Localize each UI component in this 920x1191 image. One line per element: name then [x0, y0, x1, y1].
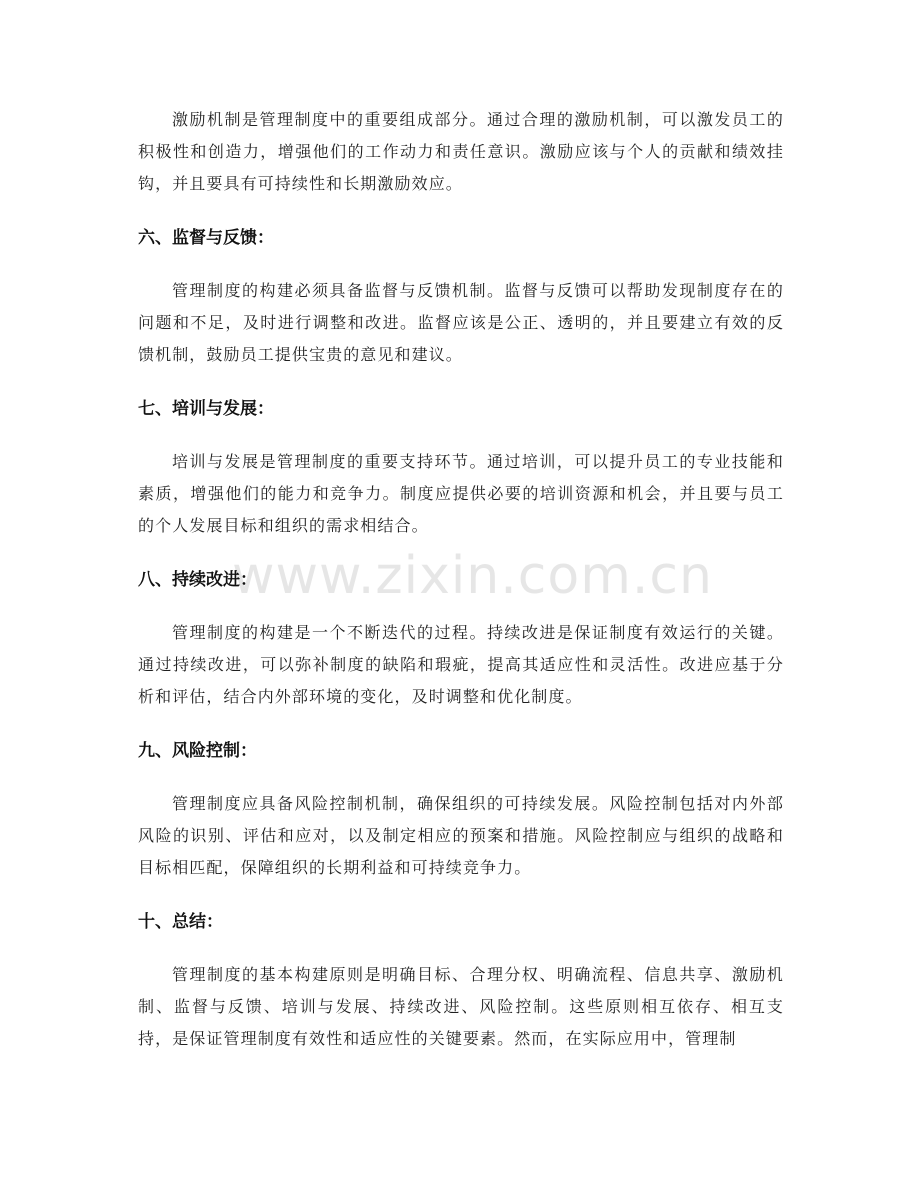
section-body-summary: 管理制度的基本构建原则是明确目标、合理分权、明确流程、信息共享、激励机制、监督与反馈、培训与发展、持续改进、风险控制。这些原则相互依存、相互支持，是保证管理制度有效性和适应性的关键要素。然而，在实际应用中，管理制: [138, 965, 784, 1048]
intro-paragraph: 激励机制是管理制度中的重要组成部分。通过合理的激励机制，可以激发员工的积极性和创造力，增强他们的工作动力和责任意识。激励应该与个人的贡献和绩效挂钩，并且要具有可持续性和长期激励效应。: [138, 110, 784, 193]
section-body-improvement: 管理制度的构建是一个不断迭代的过程。持续改进是保证制度有效运行的关键。通过持续改进，可以弥补制度的缺陷和瑕疵，提高其适应性和灵活性。改进应基于分析和评估，结合内外部环境的变化，及时调整和优化制度。: [138, 623, 784, 706]
section-heading-supervision: 六、监督与反馈：: [138, 228, 274, 248]
section-body-training: 培训与发展是管理制度的重要支持环节。通过培训，可以提升员工的专业技能和素质，增强他们的能力和竞争力。制度应提供必要的培训资源和机会，并且要与员工的个人发展目标和组织的需求相结合。: [138, 452, 784, 535]
watermark: www.zixin.com.cn: [232, 546, 713, 606]
document-body: [138, 104, 784, 1055]
section-heading-summary: 十、总结：: [138, 912, 223, 932]
section-body-supervision: 管理制度的构建必须具备监督与反馈机制。监督与反馈可以帮助发现制度存在的问题和不足，及时进行调整和改进。监督应该是公正、透明的，并且要建立有效的反馈机制，鼓励员工提供宝贵的意见和建议。: [138, 281, 784, 364]
section-heading-risk-control: 九、风险控制：: [138, 741, 257, 761]
section-heading-training: 七、培训与发展：: [138, 399, 274, 419]
section-body-risk-control: 管理制度应具备风险控制机制，确保组织的可持续发展。风险控制包括对内外部风险的识别、评估和应对，以及制定相应的预案和措施。风险控制应与组织的战略和目标相匹配，保障组织的长期利益和可持续竞争力。: [138, 794, 784, 877]
section-heading-improvement: 八、持续改进：: [138, 570, 257, 590]
